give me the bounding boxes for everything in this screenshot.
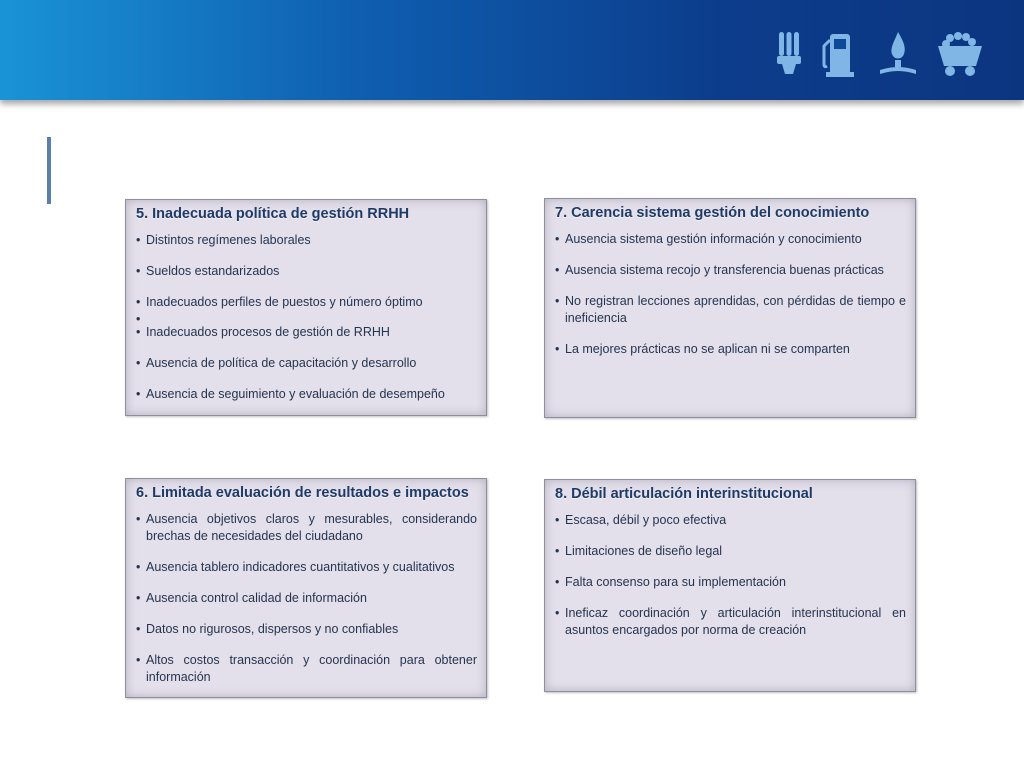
card-bullet-list <box>136 232 477 403</box>
mining-cart-icon <box>936 30 984 78</box>
card-title: 5. Inadecuada política de gestión RRHH <box>136 206 410 222</box>
list-item: • Altos costos transacción y coordinación para obtener información <box>136 652 477 686</box>
list-item: • No registran lecciones aprendidas, con pérdidas de tiempo e ineficiencia <box>555 293 906 327</box>
list-item: • La mejores prácticas no se aplican ni se comparten <box>555 341 906 358</box>
light-bulb-icon <box>776 30 802 78</box>
card-results-evaluation <box>125 478 487 698</box>
list-item: • Distintos regímenes laborales <box>136 232 477 249</box>
card-interinstitutional <box>544 479 916 692</box>
list-item: • Ausencia de seguimiento y evaluación de desempeño <box>136 386 477 403</box>
list-item: • Falta consenso para su implementación <box>555 574 906 591</box>
list-item: • Ausencia tablero indicadores cuantitativos y cualitativos <box>136 559 477 576</box>
card-title: 6. Limitada evaluación de resultados e impactos <box>136 485 469 501</box>
energy-icons <box>776 28 984 78</box>
empty-list-item <box>136 311 477 320</box>
list-item: • Ausencia objetivos claros y mesurables, considerando brechas de necesidades del ciudadano <box>136 511 477 545</box>
list-item: • Inadecuados procesos de gestión de RRHH <box>136 324 477 341</box>
list-item: • Ineficaz coordinación y articulación interinstitucional en asuntos encargados por norma de creación <box>555 605 906 639</box>
card-knowledge-management <box>544 198 916 418</box>
header-banner <box>0 0 1024 100</box>
list-item: • Limitaciones de diseño legal <box>555 543 906 560</box>
list-item: • Ausencia control calidad de información <box>136 590 477 607</box>
card-title: 8. Débil articulación interinstitucional <box>555 486 813 502</box>
list-item: • Escasa, débil y poco efectiva <box>555 512 906 529</box>
card-bullet-list <box>136 511 477 686</box>
card-bullet-list <box>555 231 906 358</box>
list-item: • Sueldos estandarizados <box>136 263 477 280</box>
gas-flame-icon <box>878 30 918 78</box>
list-item: • Ausencia sistema gestión información y conocimiento <box>555 231 906 248</box>
list-item: • Inadecuados perfiles de puestos y número óptimo <box>136 294 477 311</box>
list-item: • Ausencia de política de capacitación y desarrollo <box>136 355 477 372</box>
title-accent-bar <box>47 137 51 204</box>
list-item: • Ausencia sistema recojo y transferencia buenas prácticas <box>555 262 906 279</box>
card-bullet-list <box>555 512 906 639</box>
list-item: • Datos no rigurosos, dispersos y no confiables <box>136 621 477 638</box>
card-title: 7. Carencia sistema gestión del conocimiento <box>555 205 870 221</box>
card-rrhh-policy <box>125 199 487 416</box>
fuel-pump-icon <box>820 30 860 78</box>
